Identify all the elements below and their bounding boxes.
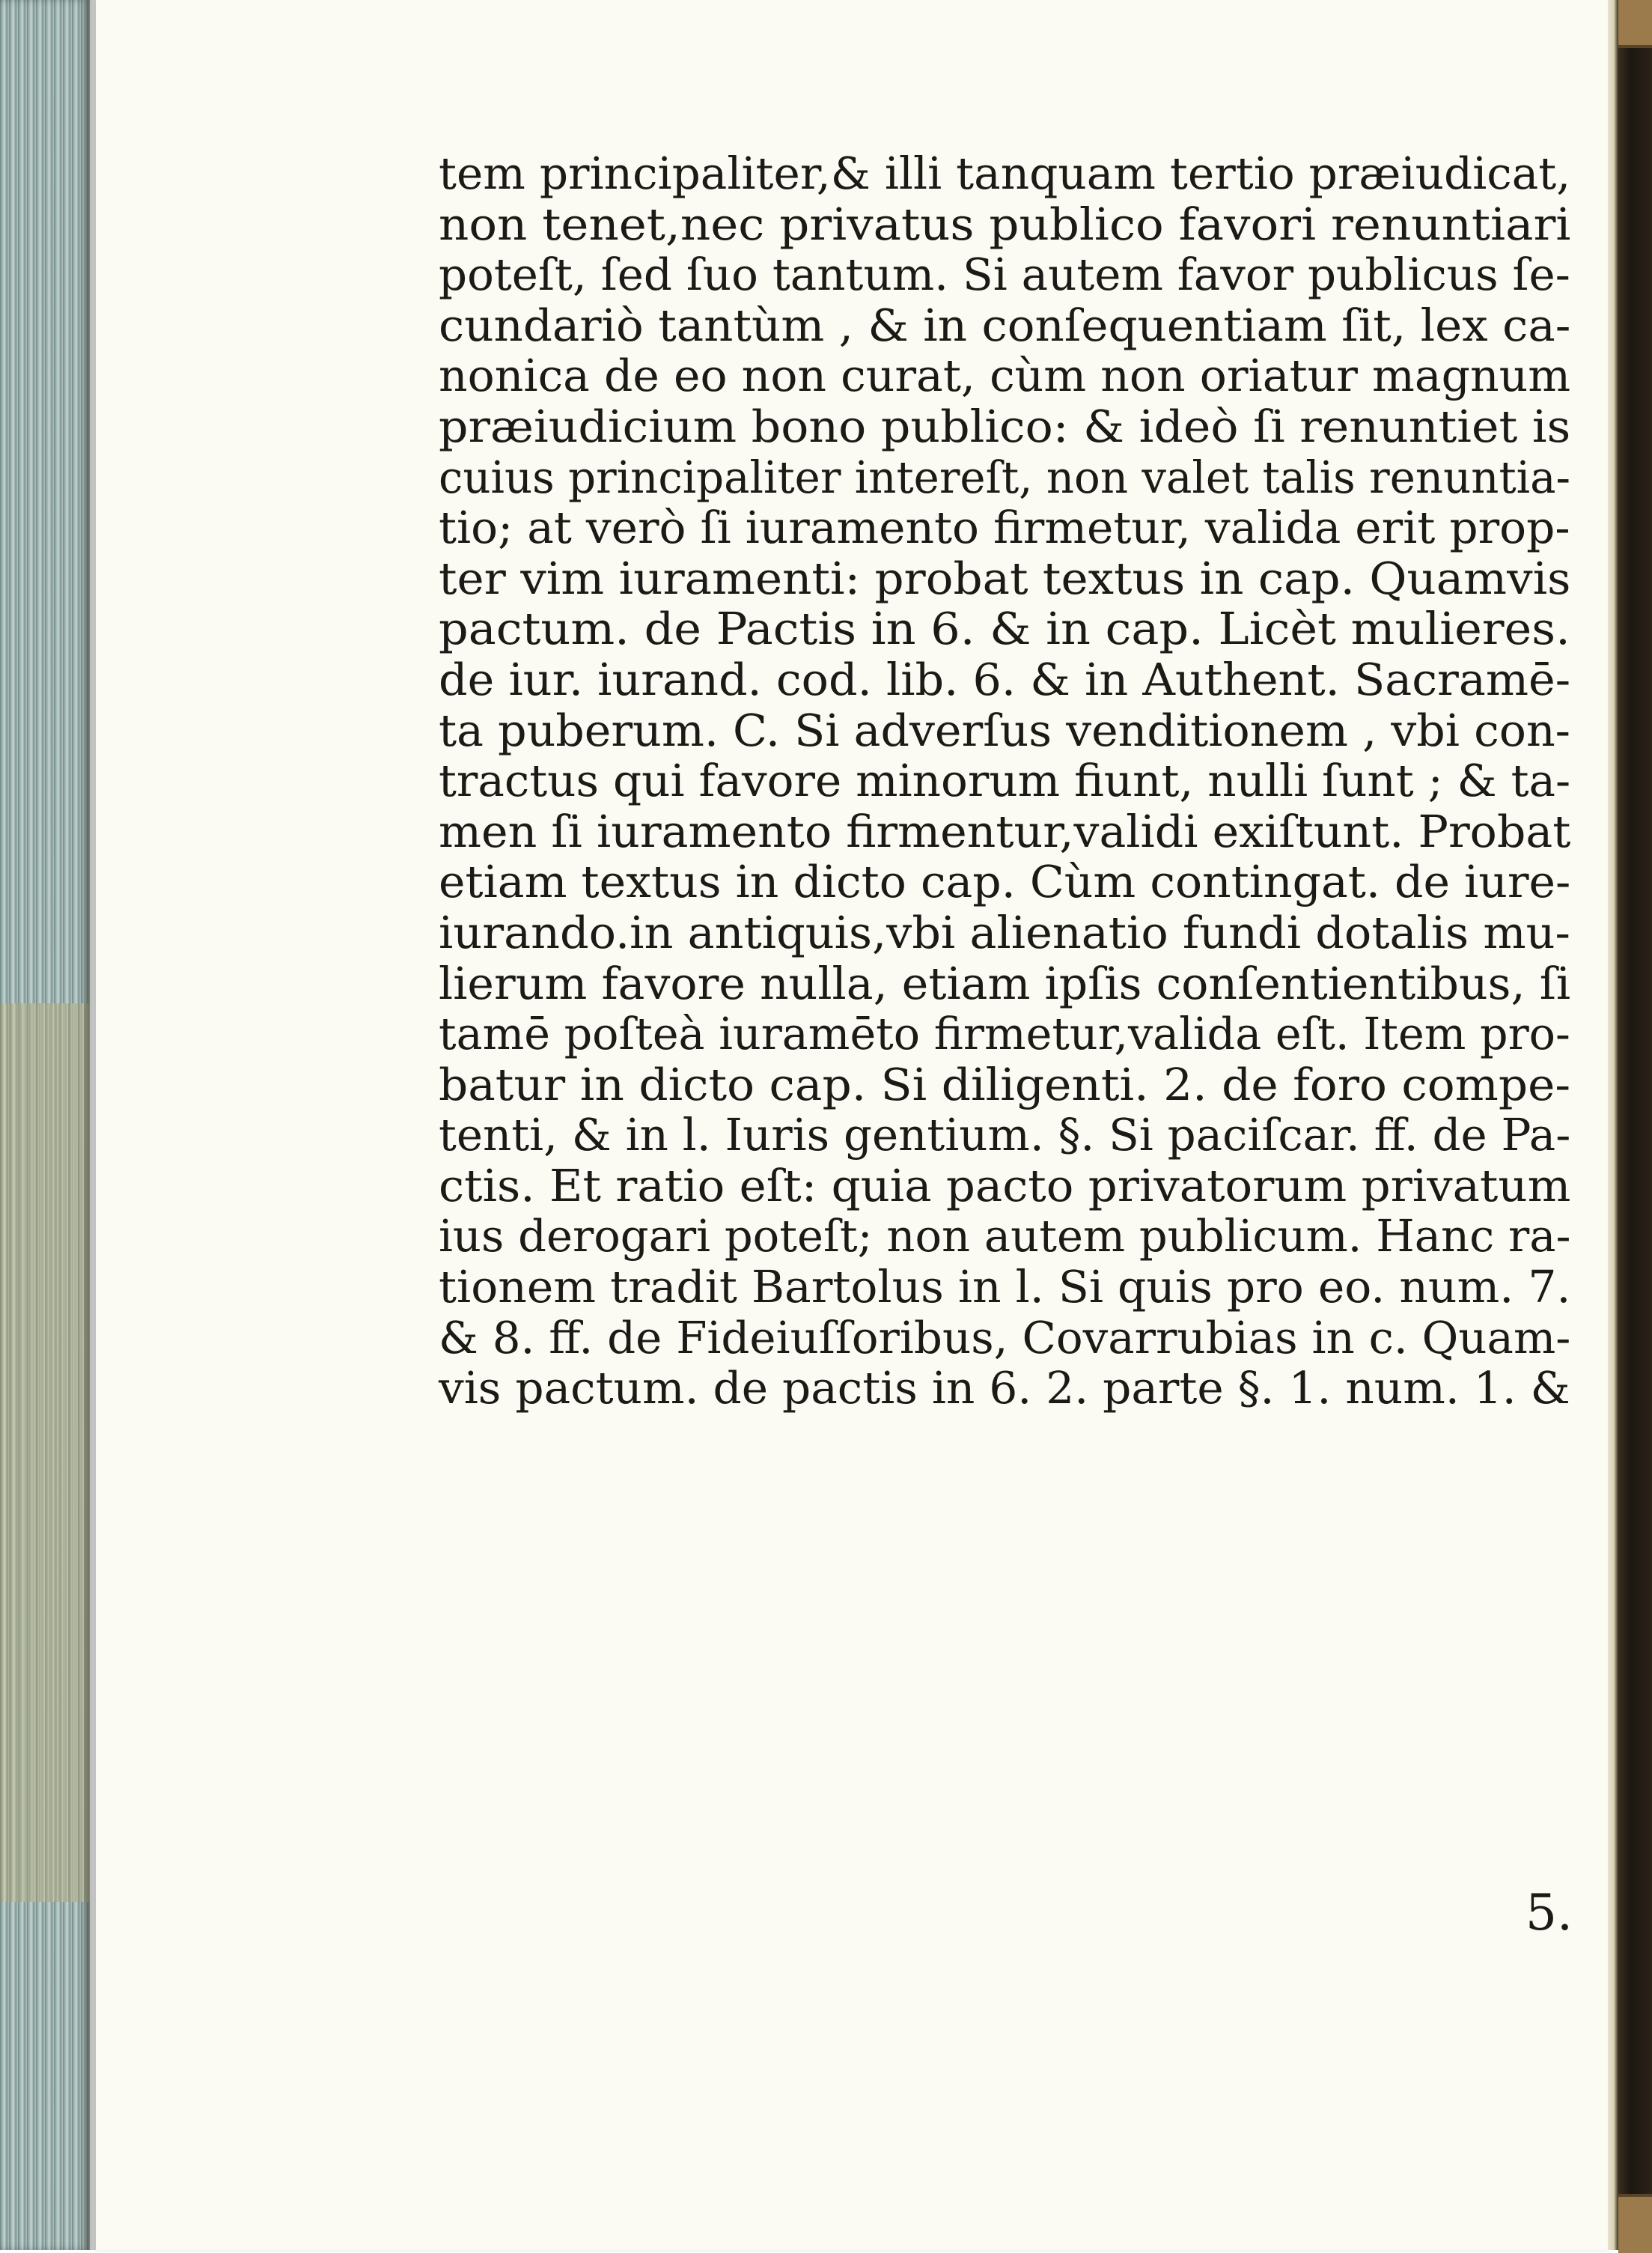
text-line: vis pactum. de pactis in 6. 2. parte §. 1. num. 1. &: [439, 1362, 1570, 1414]
text-line: de iur. iurand. cod. lib. 6. & in Authent. Sacramē-: [439, 653, 1571, 705]
text-line: men ſi iuramento firmentur,validi exiſtunt. Probat: [439, 805, 1571, 857]
text-line: cundariò tantùm , & in conſequentiam ſit, lex ca-: [439, 299, 1571, 351]
binding-edge: [1608, 0, 1652, 2250]
text-line: lierum favore nulla, etiam ipſis conſentientibus, ſi: [439, 957, 1571, 1009]
text-line: nonica de eo non curat, cùm non oriatur magnum: [439, 350, 1571, 402]
text-line: batur in dicto cap. Si diligenti. 2. de foro compe-: [439, 1058, 1571, 1110]
binding-strap-top: [1618, 0, 1652, 48]
text-line: ius derogari poteſt; non autem publicum. Hanc ra-: [439, 1210, 1571, 1262]
text-line: & 8. ff. de Fideiuſſoribus, Covarrubias in c. Quam-: [439, 1311, 1571, 1363]
text-line: tamē poſteà iuramēto firmetur,valida eſt. Item pro-: [439, 1008, 1570, 1060]
text-line: cuius principaliter intereſt, non valet talis renuntia-: [439, 451, 1571, 503]
text-line: præiudicium bono publico: & ideò ſi renuntiet is: [439, 400, 1571, 452]
text-line: tem principaliter,& illi tanquam tertio præiudicat,: [439, 148, 1571, 199]
text-line: ta puberum. C. Si adverſus venditionem , vbi con-: [439, 704, 1570, 756]
text-line: tractus qui favore minorum fiunt, nulli ſunt ; & ta-: [439, 755, 1571, 807]
binding-strap-bottom: [1618, 2194, 1652, 2253]
text-line: tio; at verò ſi iuramento firmetur, valida erit prop-: [439, 502, 1570, 554]
page-edge-stain: [0, 1003, 90, 1902]
text-line: ter vim iuramenti: probat textus in cap. Quamvis: [439, 552, 1571, 604]
text-line: iurando.in antiquis,vbi alienatio fundi dotalis mu-: [439, 906, 1570, 958]
text-line: tionem tradit Bartolus in l. Si quis pro eo. num. 7.: [439, 1261, 1571, 1313]
left-page-edges: [0, 0, 90, 2250]
text-line: poteſt, ſed ſuo tantum. Si autem favor publicus ſe-: [439, 249, 1570, 301]
text-line: etiam textus in dicto cap. Cùm contingat. de iure-: [439, 856, 1571, 908]
text-line: non tenet,nec privatus publico favori renuntiari: [439, 198, 1571, 250]
text-line: pactum. de Pactis in 6. & in cap. Licèt mulieres.: [439, 603, 1570, 655]
catchword: 5.: [1525, 1884, 1573, 1942]
text-line: tenti, & in l. Iuris gentium. §. Si paciſcar. ff. de Pa-: [439, 1109, 1571, 1161]
body-text: [439, 148, 1570, 1414]
text-line: ctis. Et ratio eſt: quia pacto privatorum privatum: [439, 1159, 1571, 1211]
